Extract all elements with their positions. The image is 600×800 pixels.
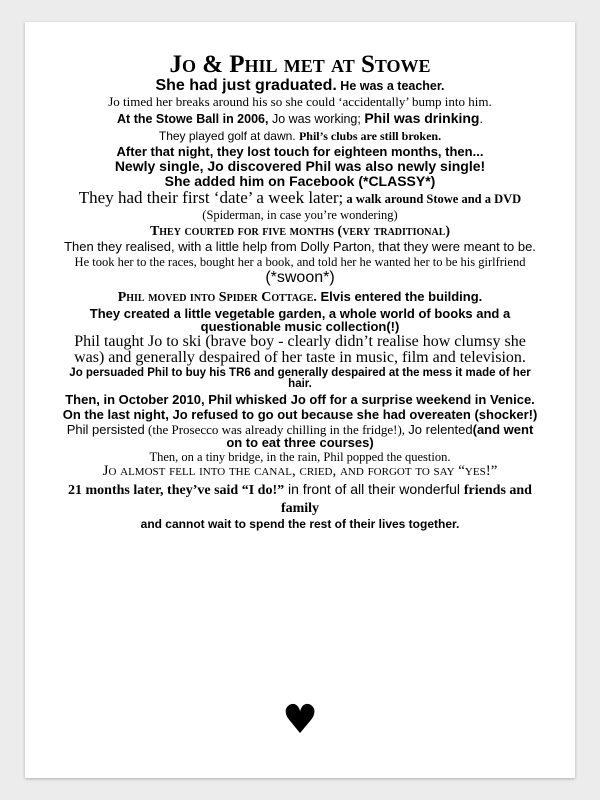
text-walk-dvd: a walk around Stowe and a DVD xyxy=(343,191,522,206)
story-line-i-do xyxy=(60,481,540,516)
text-phil-persisted: Phil persisted xyxy=(66,421,145,437)
text-spiderman: (Spiderman, in case you’re wondering) xyxy=(202,208,398,223)
text-in-front: in front of all their xyxy=(284,481,400,498)
text-elvis: Elvis entered the building. xyxy=(316,288,483,304)
story-line-lost-touch: After that night, they lost touch for eighteen months, then... xyxy=(116,143,484,159)
text-graduated: She had just graduated. xyxy=(155,77,337,94)
text-spider-cottage: Phil moved into Spider Cottage. xyxy=(117,289,317,305)
heart-icon: ♥ xyxy=(282,697,318,743)
story-line-breaks: Jo timed her breaks around his so she could ‘accidentally’ bump into him. xyxy=(108,94,492,109)
story-line-stowe-ball xyxy=(60,111,540,126)
story-line-courted: They courted for five months (very traditional) xyxy=(149,224,451,240)
story-line-rest-of-lives: and cannot wait to spend the rest of their lives together. xyxy=(140,517,460,532)
text-wonderful: wonderful xyxy=(399,481,464,498)
text-friends-family: friends and family xyxy=(280,483,532,516)
story-line-prosecco xyxy=(60,423,540,449)
text-i-do: 21 months later, they’ve said “I do!” xyxy=(68,483,285,499)
story-line-canal: Jo almost fell into the canal, cried, and forgot to say “yes!” xyxy=(102,463,498,480)
text-stowe-ball: At the Stowe Ball in 2006, xyxy=(117,112,272,126)
story-line-first-date xyxy=(60,189,540,225)
text-golf: They played golf at dawn. xyxy=(158,128,299,143)
story-line-dolly-parton: Then they realised, with a little help from Dolly Parton, that they were meant to be. xyxy=(64,239,536,255)
story-line-swoon: (*swoon*) xyxy=(265,268,335,286)
story-line-ski: Phil taught Jo to ski (brave boy - clearly didn’t realise how clumsy she was) and generally despaired of her taste in music, film and television. xyxy=(74,332,526,366)
story-line-tr6: Jo persuaded Phil to buy his TR6 and generally despaired at the mess it made of her hair. xyxy=(69,366,531,391)
text-three-courses: (and went on to eat three courses) xyxy=(226,421,534,450)
story-line-graduated xyxy=(60,78,540,94)
text-period: . xyxy=(479,112,483,126)
story-line-vegetable-garden: They created a little vegetable garden, a whole world of books and a questionable music collection(!) xyxy=(89,305,511,334)
text-jo-relented: Jo relented xyxy=(408,421,473,437)
text-teacher: He was a teacher. xyxy=(336,79,445,93)
text-prosecco: (the Prosecco was already chilling in the fridge!), xyxy=(144,421,409,437)
story-line-venice: Then, in October 2010, Phil whisked Jo off for a surprise weekend in Venice. xyxy=(65,391,535,407)
story-line-spider-cottage xyxy=(60,289,540,305)
story-line-overeaten: On the last night, Jo refused to go out because she had overeaten (shocker!) xyxy=(62,406,538,422)
poster xyxy=(25,22,575,778)
story-line-newly-single: Newly single, Jo discovered Phil was also newly single! xyxy=(114,157,486,174)
text-clubs: Phil’s clubs are still broken. xyxy=(298,128,442,143)
story-line-facebook: She added him on Facebook (*CLASSY*) xyxy=(164,172,436,189)
story-line-proposal: Then, on a tiny bridge, in the rain, Phil popped the question. xyxy=(149,449,451,464)
text-phil-drinking: Phil was drinking xyxy=(364,110,480,126)
page-title: Jo & Phil met at Stowe xyxy=(169,51,431,78)
story-line-races: He took her to the races, bought her a book, and told her he wanted her to be his girlfriend xyxy=(74,255,526,270)
story-text xyxy=(25,52,575,530)
text-first-date: They had their first ‘date’ a week later; xyxy=(78,187,344,207)
story-line-golf xyxy=(60,128,540,144)
text-jo-working: Jo was working; xyxy=(271,112,365,126)
